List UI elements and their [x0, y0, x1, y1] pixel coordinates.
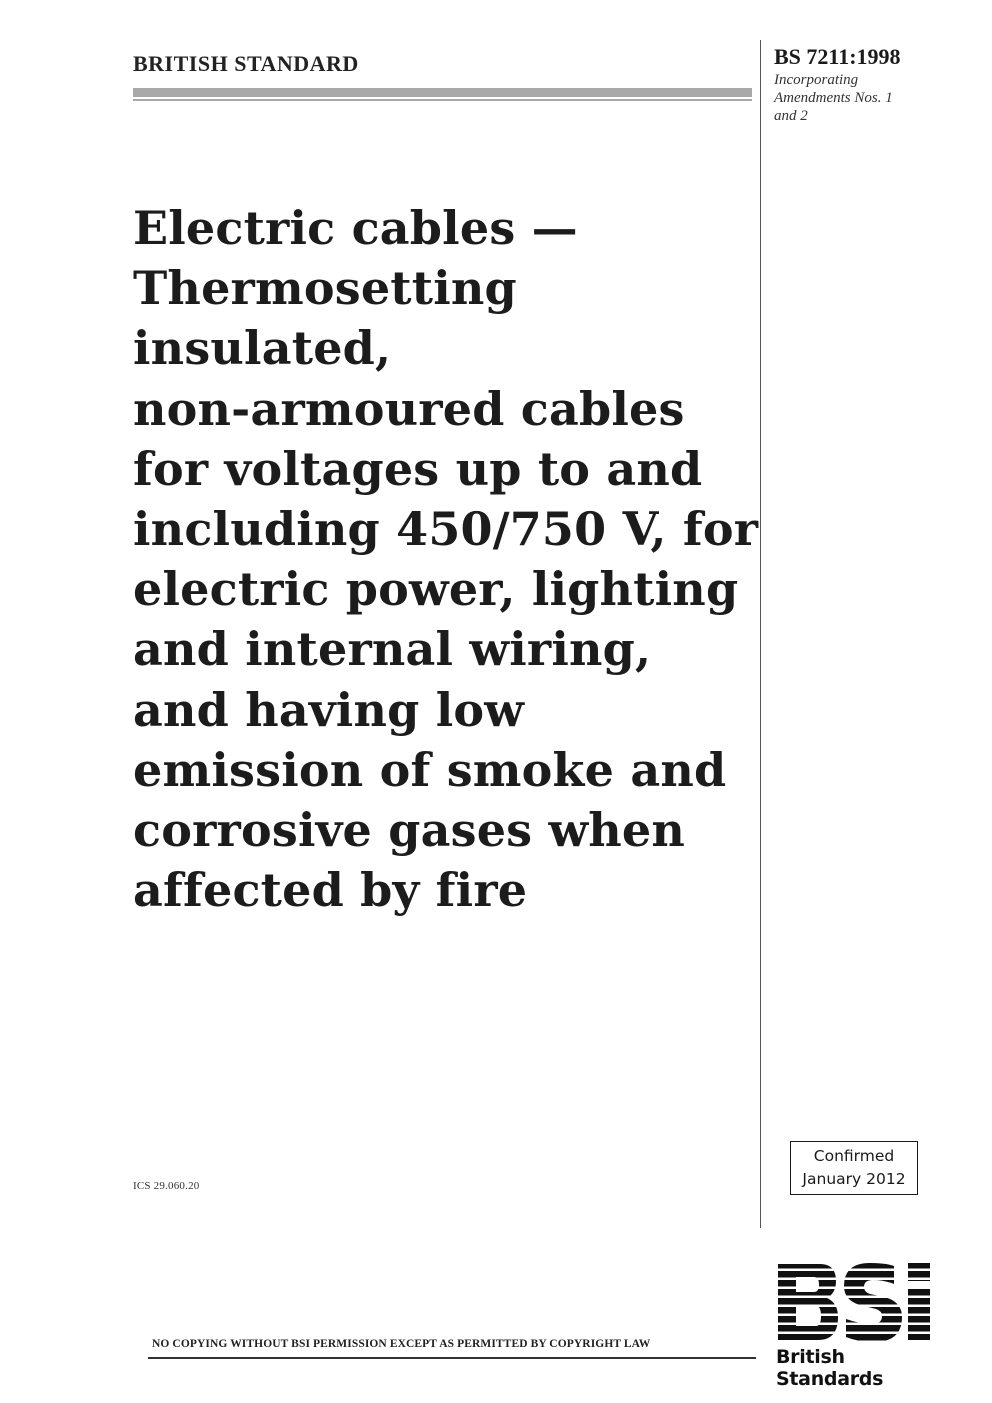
confirmed-date: January 2012	[802, 1170, 906, 1188]
copyright-rule	[148, 1357, 756, 1359]
document-title	[133, 198, 759, 920]
bsi-logo-mark	[776, 1262, 951, 1344]
amendment-note	[774, 71, 914, 125]
title-line: including 450/750 V, for	[133, 502, 759, 557]
title-line: and internal wiring,	[133, 622, 652, 677]
confirmed-label: Confirmed	[813, 1147, 895, 1165]
standard-number: BS 7211:1998	[774, 44, 901, 69]
ics-code: ICS 29.060.20	[133, 1180, 200, 1192]
title-line: corrosive gases when	[133, 803, 686, 858]
title-line: affected by fire	[133, 863, 528, 918]
title-line: non-armoured cables	[133, 381, 685, 436]
logo-caption: British Standards	[776, 1346, 884, 1390]
header-rule	[133, 88, 752, 102]
title-line: Thermosetting	[133, 261, 517, 316]
title-line: and having low	[133, 682, 525, 737]
title-line: electric power, lighting	[133, 562, 739, 617]
header-rule-thick	[133, 88, 752, 97]
amendment-line: and 2	[774, 108, 808, 124]
amendment-line: Incorporating	[774, 72, 859, 88]
header-rule-thin	[133, 99, 752, 101]
publication-type-label: BRITISH STANDARD	[133, 51, 359, 76]
title-line: Electric cables —	[133, 201, 578, 255]
title-line: for voltages up to and	[133, 441, 703, 496]
vertical-divider	[760, 40, 761, 1228]
title-line: insulated,	[133, 321, 392, 376]
title-line: emission of smoke and	[133, 742, 727, 797]
amendment-line: Amendments Nos. 1	[774, 90, 893, 106]
copyright-notice: NO COPYING WITHOUT BSI PERMISSION EXCEPT AS PERMITTED BY COPYRIGHT LAW	[152, 1338, 651, 1350]
confirmed-stamp	[790, 1141, 918, 1195]
